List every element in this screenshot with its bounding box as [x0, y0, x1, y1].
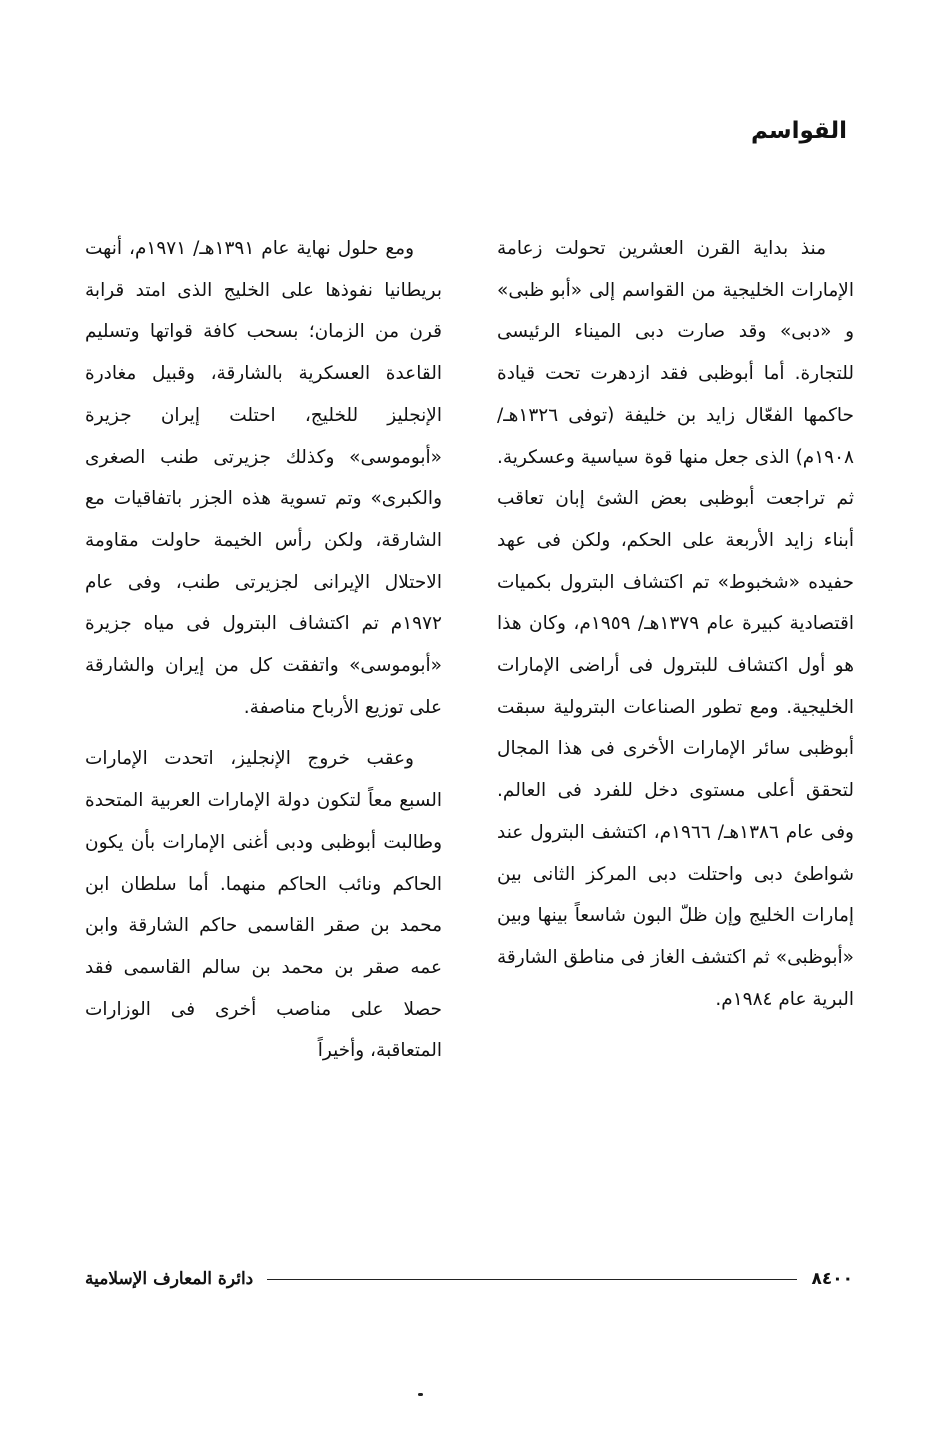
- footer-rule: [267, 1279, 797, 1280]
- text-column-right: [497, 228, 854, 1020]
- paragraph: منذ بداية القرن العشرين تحولت زعامة الإمارات الخليجية من القواسم إلى «أبو ظبى» و «دبى» وقد صارت دبى الميناء الرئيسى للتجارة. أما أبوظبى فقد ازدهرت تحت قيادة حاكمها الفعّال زايد بن خليفة (توفى ١٣٢٦هـ/ ١٩٠٨م) الذى جعل منها قوة سياسية وعسكرية. ثم تراجعت أبوظبى بعض الشئ إبان تعاقب أبناء زايد الأربعة على الحكم، ولكن فى عهد حفيده «شخبوط» تم اكتشاف البترول بكميات اقتصادية كبيرة عام ١٣٧٩هـ/ ١٩٥٩م، وكان هذا هو أول اكتشاف للبترول فى أراضى الإمارات الخليجية. ومع تطور الصناعات البترولية سبقت أبوظبى سائر الإمارات الأخرى فى هذا المجال لتحقق أعلى مستوى دخل للفرد فى العالم. وفى عام ١٣٨٦هـ/ ١٩٦٦م، اكتشف البترول عند شواطئ دبى واحتلت دبى المركز الثانى بين إمارات الخليج وإن ظلّ البون شاسعاً بينها وبين «أبوظبى» ثم اكتشف الغاز فى مناطق الشارقة البرية عام ١٩٨٤م.: [497, 238, 854, 1010]
- publication-title: دائرة المعارف الإسلامية: [85, 1269, 254, 1289]
- text-column-left: [85, 228, 442, 1072]
- scan-speck: [418, 1393, 423, 1396]
- running-head-title: القواسم: [750, 118, 847, 144]
- paragraph: ومع حلول نهاية عام ١٣٩١هـ/ ١٩٧١م، أنهت بريطانيا نفوذها على الخليج الذى امتد قرابة قرن من الزمان؛ بسحب كافة قواتها وتسليم القاعدة العسكرية بالشارقة، وقبيل مغادرة الإنجليز للخليج، احتلت إيران جزيرة «أبوموسى» وكذلك جزيرتى طنب الصغرى والكبرى» وتم تسوية هذه الجزر باتفاقيات مع الشارقة، ولكن رأس الخيمة حاولت مقاومة الاحتلال الإيرانى لجزيرتى طنب، وفى عام ١٩٧٢م تم اكتشاف البترول فى مياه جزيرة «أبوموسى» واتفقت كل من إيران والشارقة على توزيع الأرباح مناصفة.: [85, 238, 442, 718]
- page-footer: [85, 1262, 853, 1296]
- paragraph: وعقب خروج الإنجليز، اتحدت الإمارات السبع معاً لتكون دولة الإمارات العربية المتحدة وطالبت أبوظبى ودبى أغنى الإمارات بأن يكون الحاكم ونائب الحاكم منهما. أما سلطان ابن محمد بن صقر القاسمى حاكم الشارقة وابن عمه صقر بن محمد بن سالم القاسمى فقد حصلا على مناصب أخرى فى الوزارات المتعاقبة، وأخيراً: [85, 748, 442, 1062]
- page-number: ٨٤٠٠: [811, 1269, 853, 1289]
